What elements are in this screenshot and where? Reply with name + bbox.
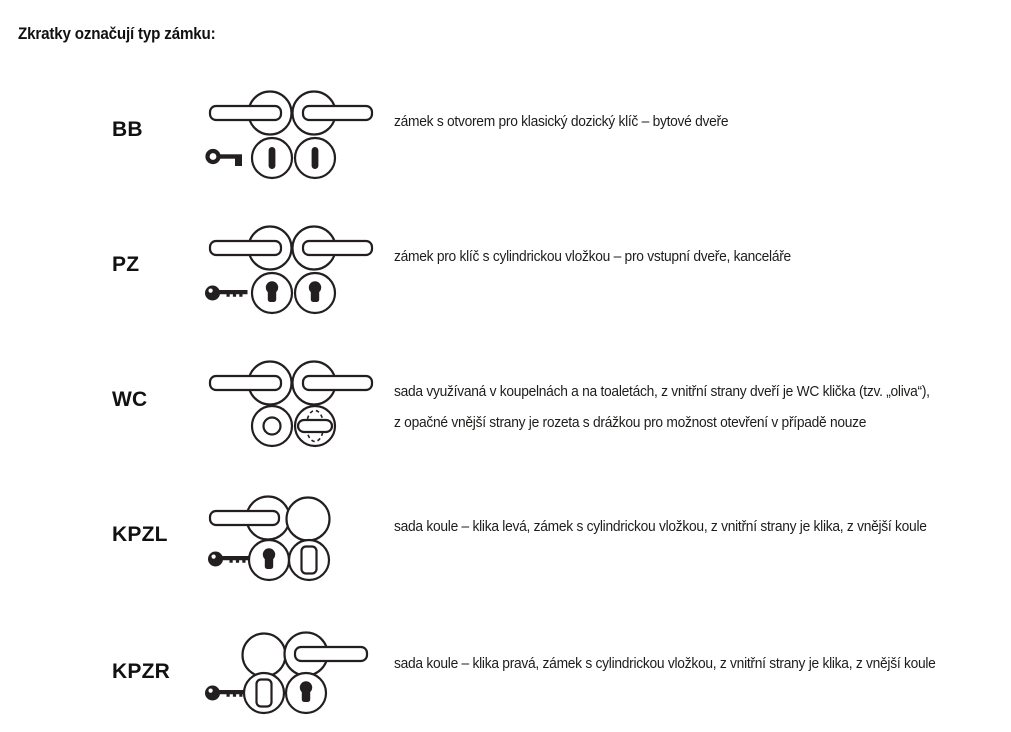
lever-handle-left-icon bbox=[210, 362, 292, 405]
description-line: zámek pro klíč s cylindrickou vložkou – pro vstupní dveře, kanceláře bbox=[394, 248, 791, 265]
kpzl-lockset-icon bbox=[200, 493, 390, 588]
bb-keyhole-rosette-icon bbox=[295, 138, 335, 178]
cylinder-key-icon bbox=[205, 286, 248, 301]
lock-code-label: KPZR bbox=[112, 660, 170, 683]
lock-description bbox=[394, 241, 791, 272]
legend-row-bb bbox=[0, 88, 1011, 183]
lock-description bbox=[394, 648, 936, 679]
pz-keyhole-rosette-icon bbox=[286, 673, 326, 713]
lever-handle-right-icon bbox=[293, 92, 373, 135]
lever-handle-right-icon bbox=[293, 227, 373, 270]
lever-handle-right-icon bbox=[293, 362, 373, 405]
cylinder-key-icon bbox=[205, 686, 248, 701]
door-knob-icon bbox=[287, 498, 330, 541]
lock-code-label: BB bbox=[112, 118, 143, 141]
lever-handle-left-icon bbox=[210, 92, 292, 135]
blind-rosette-icon bbox=[244, 673, 284, 713]
description-line: z opačné vnější strany je rozeta s drážkou pro možnost otevření v případě nouze bbox=[394, 414, 867, 431]
legend-row-wc bbox=[0, 358, 1011, 453]
legend-row-kpzr bbox=[0, 630, 1011, 725]
lever-handle-left-icon bbox=[210, 497, 290, 540]
lock-code-label: WC bbox=[112, 388, 148, 411]
lock-description bbox=[394, 106, 728, 137]
description-line: sada koule – klika pravá, zámek s cylindrickou vložkou, z vnitřní strany je klika, z vnější koule bbox=[394, 655, 936, 672]
door-knob-icon bbox=[243, 634, 286, 677]
kpzr-lockset-icon bbox=[200, 630, 390, 725]
lock-code-label: KPZL bbox=[112, 523, 168, 546]
description-line: sada koule – klika levá, zámek s cylindrickou vložkou, z vnitřní strany je klika, z vnější koule bbox=[394, 518, 927, 535]
legend-row-kpzl bbox=[0, 493, 1011, 588]
lever-handle-right-icon bbox=[285, 633, 368, 676]
wc-lockset-icon bbox=[200, 358, 390, 453]
wc-rosette-icon bbox=[252, 406, 292, 446]
pz-lockset-icon bbox=[200, 223, 390, 318]
page-title: Zkratky označují typ zámku: bbox=[18, 25, 216, 43]
bb-keyhole-rosette-icon bbox=[252, 138, 292, 178]
wc-oliva-rosette-icon bbox=[295, 406, 335, 446]
description-line: sada využívaná v koupelnách a na toaletách, z vnitřní strany dveří je WC klička (tzv. „oliva“), bbox=[394, 383, 930, 400]
bb-lockset-icon bbox=[200, 88, 390, 183]
lock-code-label: PZ bbox=[112, 253, 140, 276]
pz-keyhole-rosette-icon bbox=[249, 540, 289, 580]
pz-keyhole-rosette-icon bbox=[295, 273, 335, 313]
pz-keyhole-rosette-icon bbox=[252, 273, 292, 313]
lever-handle-left-icon bbox=[210, 227, 292, 270]
cylinder-key-icon bbox=[208, 552, 251, 567]
classic-bit-key-icon bbox=[208, 151, 243, 166]
lock-description bbox=[394, 376, 930, 438]
legend-row-pz bbox=[0, 223, 1011, 318]
description-line: zámek s otvorem pro klasický dozický klíč – bytové dveře bbox=[394, 113, 729, 130]
blind-rosette-icon bbox=[289, 540, 329, 580]
lock-description bbox=[394, 511, 927, 542]
